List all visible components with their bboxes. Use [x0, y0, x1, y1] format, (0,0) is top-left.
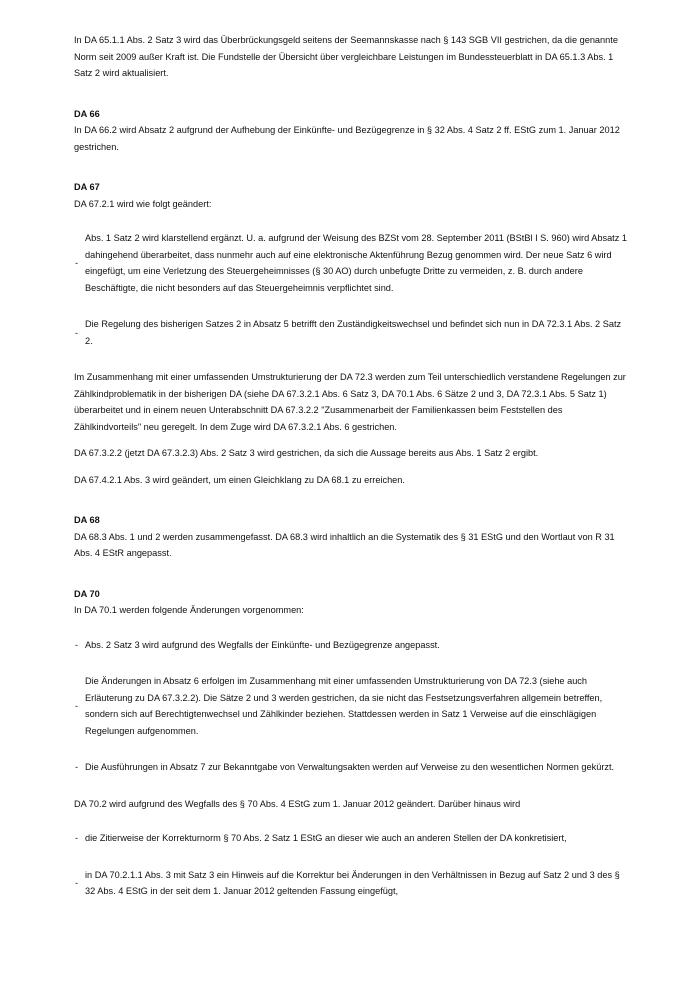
da70-bullet-3	[74, 759, 630, 776]
da70-bullet-5	[74, 867, 630, 900]
da66-paragraph: In DA 66.2 wird Absatz 2 aufgrund der Aufhebung der Einkünfte- und Bezügegrenze in § 32 Abs. 4 Satz 2 ff. EStG zum 1. Januar 2012 gestrichen.	[74, 125, 620, 152]
heading-da66: DA 66	[74, 108, 100, 119]
document-page	[74, 32, 630, 920]
da70-lead: In DA 70.1 werden folgende Änderungen vorgenommen:	[74, 605, 304, 615]
da67-paragraph-3: DA 67.4.2.1 Abs. 3 wird geändert, um einen Gleichklang zu DA 68.1 zu erreichen.	[74, 474, 405, 485]
da70-bullet-4	[74, 830, 630, 847]
heading-da70: DA 70	[74, 588, 100, 599]
da67-paragraph-1: Im Zusammenhang mit einer umfassenden Umstrukturierung der DA 72.3 werden zum Teil unterschiedlich verstandene Regelungen zur Zählkindproblematik in der bisherigen DA (siehe DA 67.3.2.1 Abs. 6 Satz 3, DA 70.1 Abs. 6 Sätze 2 und 3, DA 72.3.1 Abs. 5 Satz 1) überarbeitet und in einem neuen Unterabschnitt DA 67.3.2.2 "Zusammenarbeit der Familienkassen beim Feststellen des Zählkindvorteils" neu geregelt. In dem Zuge wird DA 67.3.2.1 Abs. 6 gestrichen.	[74, 372, 626, 432]
bullet-dash: -	[75, 833, 79, 843]
bullet-dash: -	[75, 639, 79, 650]
da70-bullet-2-text: Die Änderungen in Absatz 6 erfolgen im Zusammenhang mit einer umfassenden Umstrukturierung von DA 72.3 (siehe auch Erläuterung zu DA 67.3.2.2). Die Sätze 2 und 3 werden gestrichen, da sie nicht das Festsetzungsverfahren allgemein betreffen, sondern sich auf Berechtigtenwechsel und Zählkinder beziehen. Stattdessen werden in Satz 1 Verweise auf die einschlägigen Regelungen aufgenommen.	[85, 676, 603, 736]
da70-paragraph: DA 70.2 wird aufgrund des Wegfalls des § 70 Abs. 4 EStG zum 1. Januar 2012 geändert. Darüber hinaus wird	[74, 798, 521, 809]
da70-bullet-3-text: Die Ausführungen in Absatz 7 zur Bekanntgabe von Verwaltungsakten werden auf Verweise zu den wesentlichen Normen gekürzt.	[85, 762, 615, 772]
da67-bullet-1-text: Abs. 1 Satz 2 wird klarstellend ergänzt. U. a. aufgrund der Weisung des BZSt vom 28. September 2011 (BStBl I S. 960) wird Absatz 1 dahingehend überarbeitet, dass nunmehr auch auf eine elektronische Aktenführung Bezug genommen wird. Der neue Satz 6 wird eingefügt, um eine Verletzung des Steuergeheimnisses (§ 30 AO) durch unbefugte Dritte zu vermeiden, z. B. durch andere Beschäftigte, die nicht besonders auf das Steuergeheimnis verpflichtet sind.	[85, 233, 627, 293]
bullet-dash: -	[75, 701, 79, 711]
da67-bullet-2-text: Die Regelung des bisherigen Satzes 2 in Absatz 5 betrifft den Zuständigkeitswechsel und befindet sich nun in DA 72.3.1 Abs. 2 Satz 2.	[85, 319, 622, 346]
bullet-dash: -	[75, 327, 79, 338]
da68-paragraph: DA 68.3 Abs. 1 und 2 werden zusammengefasst. DA 68.3 wird inhaltlich an die Systematik des § 31 EStG und den Wortlaut von R 31 Abs. 4 EStR angepasst.	[74, 531, 615, 558]
da67-lead: DA 67.2.1 wird wie folgt geändert:	[74, 198, 212, 209]
da67-bullet-1	[74, 230, 630, 296]
da70-bullet-1-text: Abs. 2 Satz 3 wird aufgrund des Wegfalls der Einkünfte- und Bezügegrenze angepasst.	[85, 639, 440, 650]
da70-bullet-4-text: die Zitierweise der Korrekturnorm § 70 Abs. 2 Satz 1 EStG an dieser wie auch an anderen Stellen der DA konkretisiert,	[85, 833, 567, 843]
da70-bullet-2	[74, 673, 630, 739]
bullet-dash: -	[75, 762, 79, 773]
da70-bullet-5-text: in DA 70.2.1.1 Abs. 3 mit Satz 3 ein Hinweis auf die Korrektur bei Änderungen in den Verhältnissen in Bezug auf Satz 2 und 3 des § 32 Abs. 4 EStG in der seit dem 1. Januar 2012 geltenden Fassung eingefügt,	[85, 869, 620, 896]
bullet-dash: -	[75, 878, 79, 888]
da67-paragraph-2: DA 67.3.2.2 (jetzt DA 67.3.2.3) Abs. 2 Satz 3 wird gestrichen, da sich die Aussage bereits aus Abs. 1 Satz 2 ergibt.	[74, 448, 539, 458]
heading-da67: DA 67	[74, 182, 100, 192]
da67-bullet-2	[74, 316, 630, 349]
heading-da68: DA 68	[74, 515, 100, 525]
da70-bullet-1	[74, 637, 630, 654]
bullet-dash: -	[75, 258, 79, 268]
intro-paragraph: In DA 65.1.1 Abs. 2 Satz 3 wird das Überbrückungsgeld seitens der Seemannskasse nach § 143 SGB VII gestrichen, da die genannte Norm seit 2009 außer Kraft ist. Die Fundstelle der Übersicht über vergleichbare Leistungen im Bundessteuerblatt in DA 65.1.3 Abs. 1 Satz 2 wird aktualisiert.	[74, 35, 618, 78]
